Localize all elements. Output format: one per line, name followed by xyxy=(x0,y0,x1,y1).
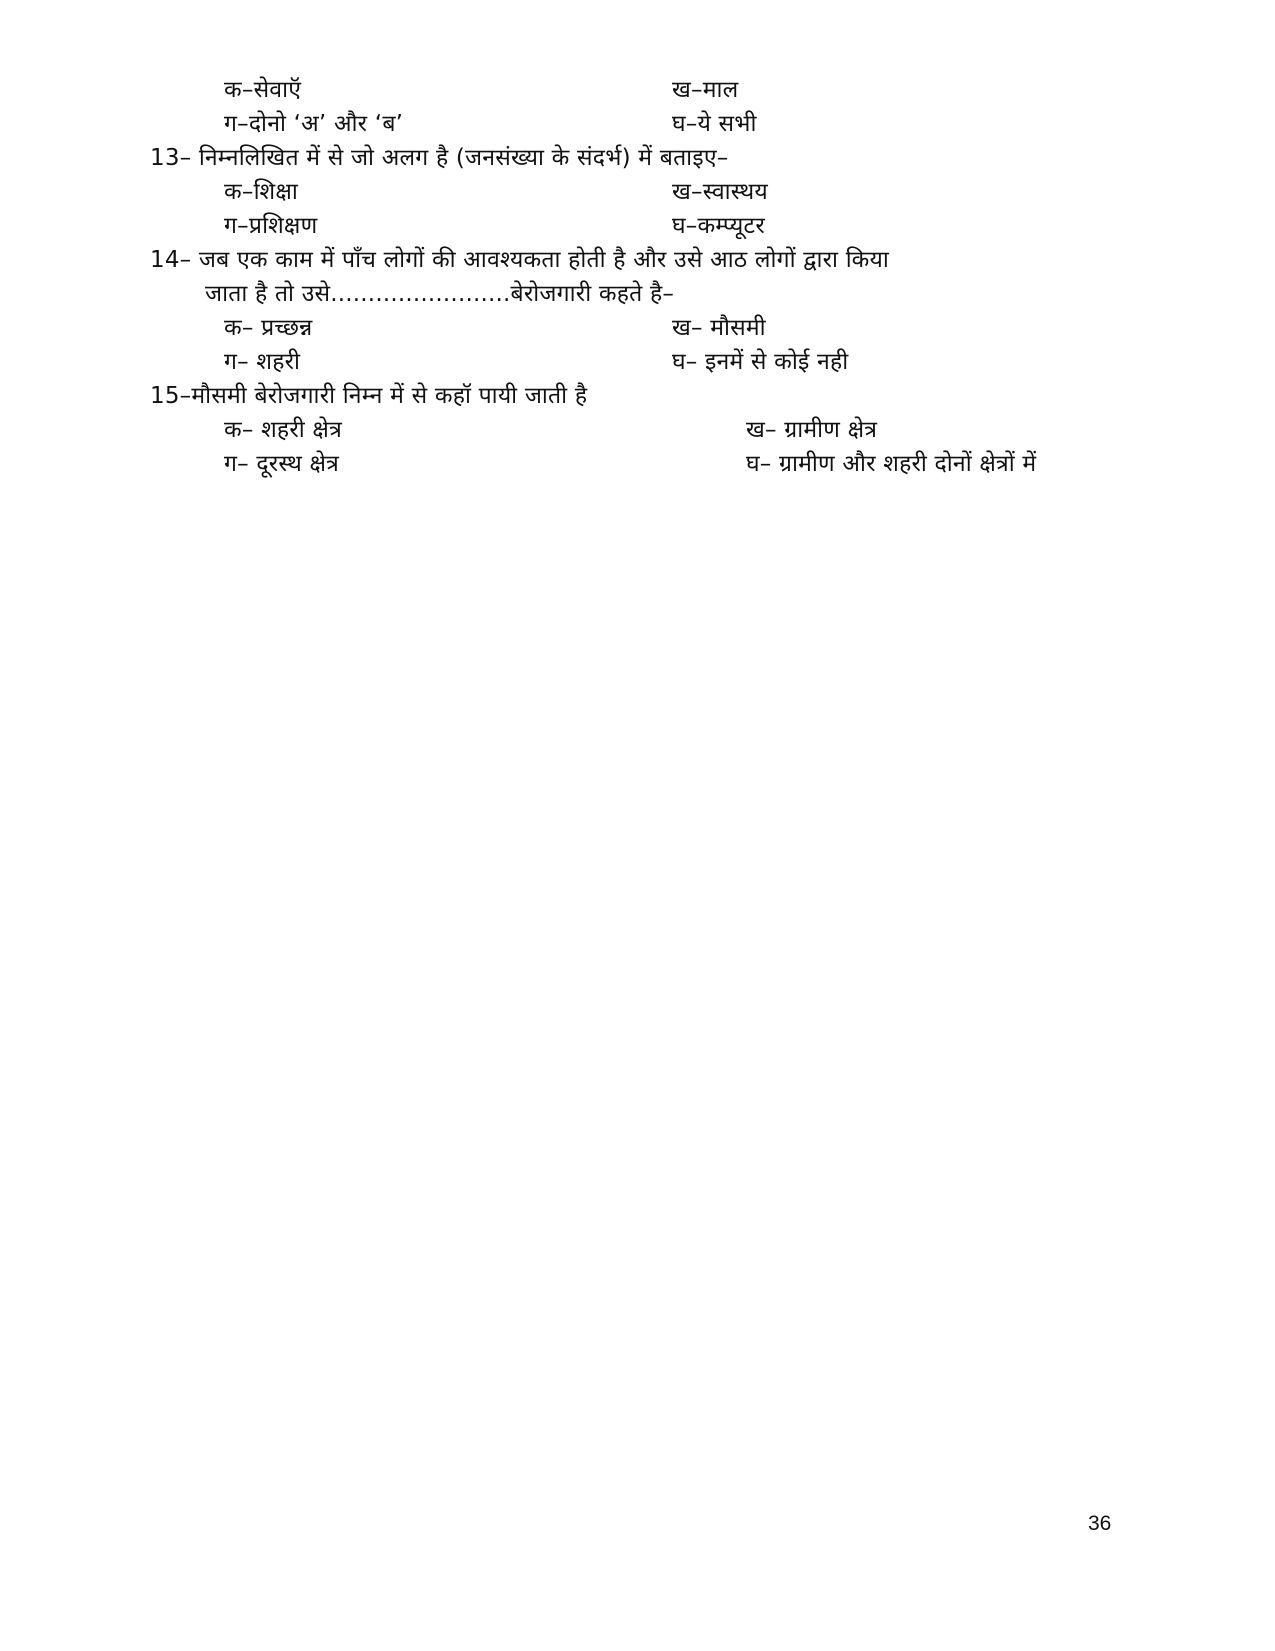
q15-option-c: ग– दूरस्थ क्षेत्र xyxy=(224,451,340,477)
q14-option-d: घ– इनमें से कोई नही xyxy=(672,349,849,375)
q14-text-line1: 14– जब एक काम में पाँच लोगों की आवश्यकता होती है और उसे आठ लोगों द्वारा किया xyxy=(150,247,890,273)
page-number: 36 xyxy=(1088,1512,1112,1535)
q12-option-a: क–सेवाऍ xyxy=(224,77,302,103)
q13-option-c: ग–प्रशिक्षण xyxy=(224,213,318,239)
q13-option-b: ख–स्वास्थय xyxy=(672,179,768,205)
q15-text: 15–मौसमी बेरोजगारी निम्न में से कहॉ पायी जाती है xyxy=(150,383,588,409)
q15-option-d: घ– ग्रामीण और शहरी दोनों क्षेत्रों में xyxy=(746,451,1037,477)
q12-option-d: घ–ये सभी xyxy=(672,111,757,137)
q13-option-a: क–शिक्षा xyxy=(224,179,299,205)
q14-text-line2: जाता है तो उसे........................बेरोजगारी कहते है– xyxy=(205,281,675,307)
q14-option-a: क– प्रच्छन्न xyxy=(224,315,313,341)
q14-option-b: ख– मौसमी xyxy=(672,315,766,341)
q13-text: 13– निम्नलिखित में से जो अलग है (जनसंख्या के संदर्भ) में बताइए– xyxy=(150,145,729,171)
q12-option-c: ग–दोनो ‘अ’ और ‘ब’ xyxy=(224,111,404,137)
q12-option-b: ख–माल xyxy=(672,77,739,103)
q14-option-c: ग– शहरी xyxy=(224,349,301,375)
q15-option-b: ख– ग्रामीण क्षेत्र xyxy=(746,417,878,443)
q15-option-a: क– शहरी क्षेत्र xyxy=(224,417,342,443)
q13-option-d: घ–कम्प्यूटर xyxy=(672,213,765,239)
